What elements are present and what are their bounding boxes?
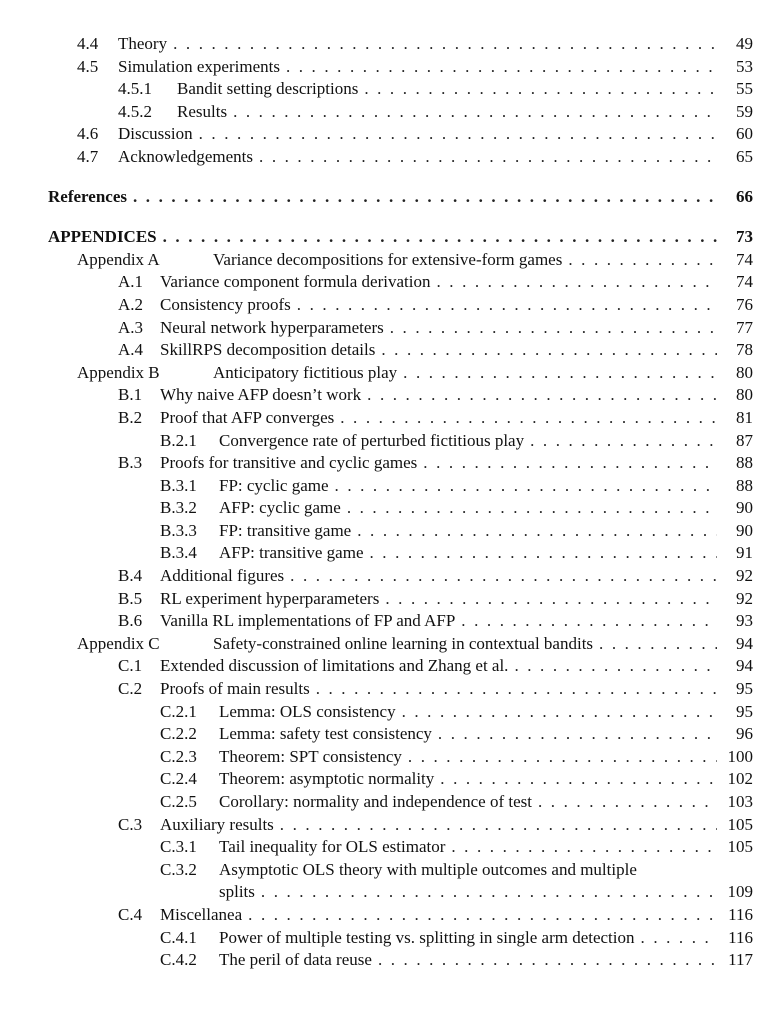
toc-entry-title: Theory — [118, 33, 173, 56]
toc-entry-number: B.3.4 — [160, 543, 197, 563]
toc-entry-page: 102 — [727, 769, 753, 789]
toc-entry-number: C.3 — [118, 814, 143, 834]
dot-leader — [599, 633, 717, 656]
toc-entry-number: C.3.2 — [160, 859, 197, 879]
dot-leader — [538, 791, 717, 814]
toc-entry-title: splits — [219, 881, 261, 904]
toc-entry-title: Why naive AFP doesn’t work — [160, 384, 367, 407]
toc-entry-number: B.1 — [118, 385, 143, 405]
dot-leader — [316, 678, 717, 701]
dot-leader — [290, 565, 717, 588]
toc-entry[interactable] — [0, 520, 775, 543]
toc-entry-title: Anticipatory fictitious play — [213, 362, 403, 385]
toc-entry-page: 78 — [736, 340, 753, 360]
toc-entry[interactable] — [0, 123, 775, 146]
dot-leader — [438, 723, 717, 746]
toc-entry-page: 59 — [736, 101, 753, 121]
toc-entry-title: Convergence rate of perturbed fictitious play — [219, 430, 530, 453]
toc-entry-title: Theorem: asymptotic normality — [219, 768, 440, 791]
toc-entry-number: B.6 — [118, 611, 143, 631]
toc-entry-number: C.2.3 — [160, 746, 197, 766]
toc-entry-page: 88 — [736, 475, 753, 495]
toc-entry-page: 87 — [736, 430, 753, 450]
toc-entry-page: 92 — [736, 566, 753, 586]
toc-entry-number: B.4 — [118, 566, 143, 586]
dot-leader — [133, 186, 717, 209]
toc-entry-title: Lemma: OLS consistency — [219, 701, 402, 724]
toc-entry-number: Appendix B — [77, 362, 160, 382]
toc-entry[interactable] — [0, 814, 775, 837]
toc-entry-page: 109 — [727, 882, 753, 902]
toc-entry-page: 92 — [736, 588, 753, 608]
toc-entry-number: 4.5 — [77, 56, 99, 76]
toc-entry-page: 73 — [736, 227, 753, 247]
toc-entry-page: 80 — [736, 362, 753, 382]
dot-leader — [280, 814, 717, 837]
toc-entry-number: B.3.1 — [160, 475, 197, 495]
toc-entry-number: C.2.1 — [160, 701, 197, 721]
toc-entry-number: A.4 — [118, 340, 144, 360]
toc-entry-page: 96 — [736, 724, 753, 744]
toc-entry-title: Proofs for transitive and cyclic games — [160, 452, 423, 475]
dot-leader — [440, 768, 717, 791]
toc-entry-page: 65 — [736, 146, 753, 166]
toc-entry[interactable] — [0, 317, 775, 340]
toc-entry-number: A.3 — [118, 317, 144, 337]
toc-entry-title: Variance decompositions for extensive-form games — [213, 249, 568, 272]
toc-entry-page: 76 — [736, 294, 753, 314]
dot-leader — [369, 542, 717, 565]
toc-entry-page: 66 — [736, 187, 753, 207]
toc-entry-title: Tail inequality for OLS estimator — [219, 836, 451, 859]
toc-entry-title: Simulation experiments — [118, 56, 286, 79]
toc-entry-page: 105 — [727, 814, 753, 834]
toc-entry-number: C.2.4 — [160, 769, 197, 789]
toc-entry-number: C.3.1 — [160, 837, 197, 857]
dot-leader — [568, 249, 717, 272]
dot-leader — [423, 452, 717, 475]
toc-entry-number: B.3.2 — [160, 498, 197, 518]
dot-leader — [451, 836, 717, 859]
toc-entry-title: Theorem: SPT consistency — [219, 746, 408, 769]
toc-entry[interactable] — [0, 33, 775, 56]
dot-leader — [286, 56, 717, 79]
toc-entry-page: 74 — [736, 272, 753, 292]
toc-entry[interactable] — [0, 723, 775, 746]
toc-entry-title: Corollary: normality and independence of test — [219, 791, 538, 814]
toc-entry-number: B.2.1 — [160, 430, 197, 450]
toc-entry-page: 55 — [736, 79, 753, 99]
toc-entry[interactable] — [0, 746, 775, 769]
toc-entry[interactable] — [0, 78, 775, 101]
toc-entry-page: 53 — [736, 56, 753, 76]
toc-entry[interactable] — [0, 610, 775, 633]
toc-entry-page: 103 — [727, 792, 753, 811]
toc-entry[interactable] — [0, 226, 775, 249]
toc-entry-page: 77 — [736, 317, 753, 337]
toc-entry-page: 80 — [736, 385, 753, 405]
toc-entry-number: 4.4 — [77, 34, 99, 53]
toc-entry-number: 4.7 — [77, 146, 99, 166]
dot-leader — [261, 881, 717, 904]
dot-leader — [340, 407, 717, 430]
toc-entry-title: Bandit setting descriptions — [177, 78, 364, 101]
toc-entry[interactable] — [0, 542, 775, 565]
dot-leader — [347, 497, 717, 520]
toc-entry[interactable] — [0, 249, 775, 272]
toc-entry[interactable] — [0, 362, 775, 385]
toc-entry-number: C.2.5 — [160, 792, 197, 811]
toc-entry-number: B.3 — [118, 453, 143, 473]
toc-entry[interactable] — [0, 904, 775, 927]
toc-entry-number: 4.5.2 — [118, 101, 152, 121]
toc-entry-title: Auxiliary results — [160, 814, 280, 837]
dot-leader — [297, 294, 717, 317]
toc-entry-page: 116 — [728, 927, 753, 947]
toc-entry[interactable] — [0, 949, 775, 972]
toc-entry-number: A.1 — [118, 272, 144, 292]
toc-entry-number: C.4 — [118, 904, 143, 924]
toc-entry[interactable] — [0, 701, 775, 724]
toc-entry-page: 105 — [727, 837, 753, 857]
toc-entry-page: 60 — [736, 124, 753, 144]
toc-entry[interactable] — [0, 430, 775, 453]
toc-entry-number: B.3.3 — [160, 520, 197, 540]
dot-leader — [436, 271, 717, 294]
toc-entry[interactable] — [0, 927, 775, 950]
toc-entry-number: B.2 — [118, 407, 143, 427]
toc-entry-page: 90 — [736, 498, 753, 518]
toc-entry[interactable] — [0, 633, 775, 656]
toc-entry-number: B.5 — [118, 588, 143, 608]
toc-entry[interactable] — [0, 101, 775, 124]
toc-entry[interactable] — [0, 678, 775, 701]
dot-leader — [199, 123, 717, 146]
dot-leader — [335, 475, 717, 498]
toc-entry-title: Discussion — [118, 123, 199, 146]
toc-entry-number: 4.6 — [77, 124, 99, 144]
toc-entry-title: RL experiment hyperparameters — [160, 588, 385, 611]
dot-leader — [408, 746, 717, 769]
toc-entry[interactable] — [0, 588, 775, 611]
toc-entry-title: Additional figures — [160, 565, 290, 588]
toc-entry-page: 100 — [727, 746, 753, 766]
toc-entry-title: Vanilla RL implementations of FP and AFP — [160, 610, 461, 633]
toc-entry[interactable] — [0, 407, 775, 430]
toc-entry-number: C.2 — [118, 679, 143, 699]
toc-entry[interactable] — [0, 452, 775, 475]
dot-leader — [248, 904, 717, 927]
toc-entry-page: 81 — [736, 407, 753, 427]
dot-leader — [641, 927, 717, 950]
dot-leader — [233, 101, 717, 124]
toc-entry-page: 94 — [736, 656, 753, 676]
toc-entry-title: Results — [177, 101, 233, 124]
toc-entry-number: A.2 — [118, 294, 144, 314]
toc-entry[interactable] — [0, 384, 775, 407]
toc-entry-title: Extended discussion of limitations and Zhang et al. — [160, 655, 514, 678]
toc-entry[interactable] — [0, 881, 775, 904]
toc-entry[interactable] — [0, 186, 775, 209]
toc-entry-title: AFP: cyclic game — [219, 497, 347, 520]
toc-entry-number: 4.5.1 — [118, 79, 152, 99]
toc-entry-number: C.4.1 — [160, 927, 197, 947]
dot-leader — [173, 33, 717, 56]
toc-entry-page: 116 — [728, 904, 753, 924]
toc-entry-title: FP: cyclic game — [219, 475, 335, 498]
toc-entry-page: 90 — [736, 520, 753, 540]
toc-entry[interactable] — [0, 565, 775, 588]
toc-entry-number: Appendix C — [77, 633, 160, 653]
toc-entry[interactable] — [0, 836, 775, 859]
toc-entry-page: 91 — [736, 543, 753, 563]
dot-leader — [381, 339, 717, 362]
toc-entry[interactable] — [0, 475, 775, 498]
toc-entry-page: 95 — [736, 679, 753, 699]
toc-entry[interactable] — [0, 655, 775, 678]
toc-entry-title: The peril of data reuse — [219, 949, 378, 972]
dot-leader — [367, 384, 717, 407]
toc-entry[interactable] — [0, 271, 775, 294]
toc-entry-title: SkillRPS decomposition details — [160, 339, 381, 362]
toc-entry[interactable] — [0, 339, 775, 362]
toc-entry-number: Appendix A — [77, 249, 160, 269]
toc-entry-number: C.2.2 — [160, 724, 197, 744]
toc-entry[interactable] — [0, 791, 775, 814]
toc-entry[interactable] — [0, 768, 775, 791]
toc-entry-title: Consistency proofs — [160, 294, 297, 317]
toc-entry-title: Safety-constrained online learning in contextual bandits — [213, 633, 599, 656]
toc-entry-number: C.1 — [118, 656, 143, 676]
toc-entry-title: References — [48, 186, 133, 209]
toc-entry-page: 93 — [736, 611, 753, 631]
dot-leader — [259, 146, 717, 169]
dot-leader — [530, 430, 717, 453]
toc-entry-title: Lemma: safety test consistency — [219, 723, 438, 746]
toc-entry[interactable] — [0, 497, 775, 520]
toc-entry-title: Asymptotic OLS theory with multiple outcomes and multiple — [219, 859, 643, 882]
toc-entry-title: Neural network hyperparameters — [160, 317, 390, 340]
toc-entry-title: APPENDICES — [48, 226, 163, 249]
toc-entry-title: Proof that AFP converges — [160, 407, 340, 430]
toc-entry-title: Miscellanea — [160, 904, 248, 927]
toc-entry-page: 94 — [736, 633, 753, 653]
toc-entry[interactable] — [0, 56, 775, 79]
toc-entry[interactable] — [0, 294, 775, 317]
toc-entry-page: 95 — [736, 701, 753, 721]
toc-entry-page: 88 — [736, 453, 753, 473]
toc-entry-title: Acknowledgements — [118, 146, 259, 169]
dot-leader — [390, 317, 717, 340]
dot-leader — [364, 78, 717, 101]
dot-leader — [514, 655, 717, 678]
toc-entry-page: 117 — [728, 950, 753, 970]
toc-entry[interactable] — [0, 146, 775, 169]
toc-entry-title: AFP: transitive game — [219, 542, 369, 565]
toc-entry-page: 49 — [736, 34, 753, 53]
dot-leader — [461, 610, 717, 633]
dot-leader — [163, 226, 717, 249]
toc-entry-title: FP: transitive game — [219, 520, 357, 543]
dot-leader — [385, 588, 717, 611]
toc-entry-title: Proofs of main results — [160, 678, 316, 701]
dot-leader — [378, 949, 717, 972]
toc-entry-number: C.4.2 — [160, 950, 197, 970]
toc-entry[interactable] — [0, 859, 775, 882]
dot-leader — [402, 701, 717, 724]
toc-entry-page: 74 — [736, 249, 753, 269]
table-of-contents — [0, 33, 775, 972]
dot-leader — [403, 362, 717, 385]
toc-entry-title: Power of multiple testing vs. splitting in single arm detection — [219, 927, 641, 950]
toc-entry-title: Variance component formula derivation — [160, 271, 436, 294]
dot-leader — [357, 520, 717, 543]
